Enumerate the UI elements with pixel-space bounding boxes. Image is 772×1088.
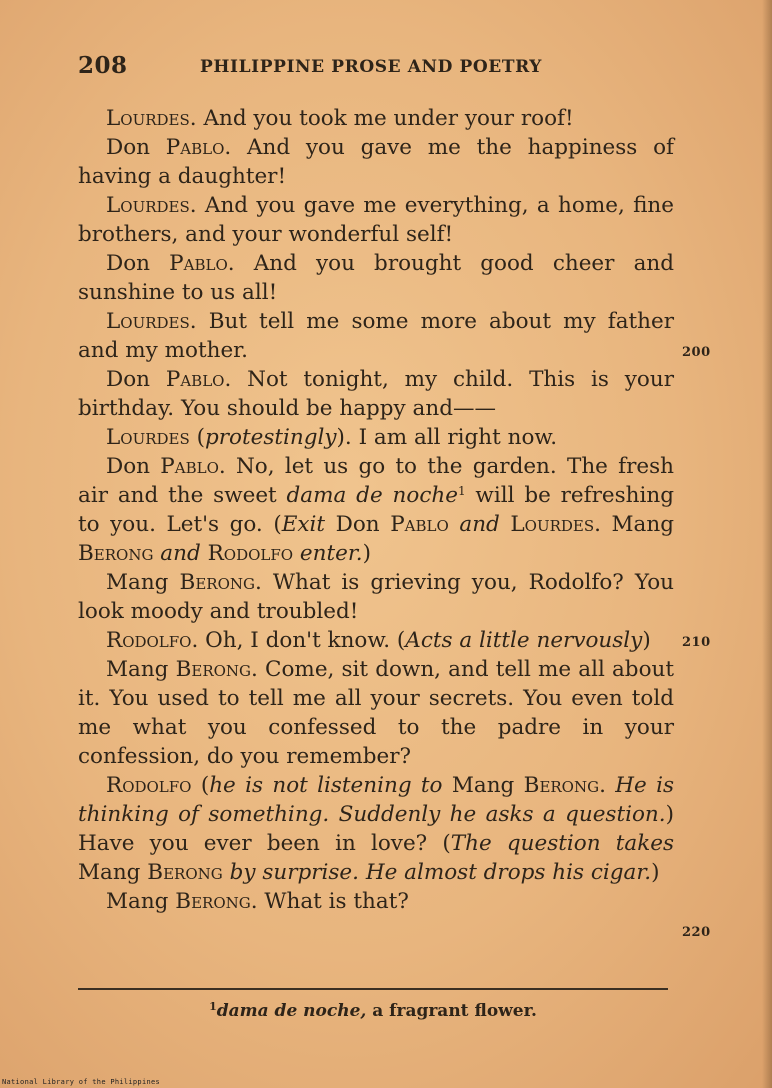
dialogue-rodolfo-1 bbox=[78, 626, 674, 655]
flower-name: dama de noche bbox=[286, 483, 458, 508]
stage-open: ( bbox=[191, 773, 210, 798]
speaker-rodolfo: Rodolfo bbox=[207, 541, 294, 566]
footnote-divider bbox=[78, 988, 668, 990]
speaker-lourdes: Lourdes. bbox=[106, 106, 197, 131]
speaker-title: Don bbox=[106, 135, 166, 160]
stage-direction: enter. bbox=[299, 541, 363, 566]
speaker-title: Don bbox=[106, 251, 170, 276]
dialogue-text: What is that? bbox=[257, 889, 409, 914]
footnote-marker: 1 bbox=[209, 1000, 217, 1013]
dialogue-lourdes-1 bbox=[78, 104, 674, 133]
speaker-pablo: Pablo bbox=[390, 512, 449, 537]
speaker-title: Mang bbox=[106, 889, 176, 914]
stage-close: ) bbox=[642, 628, 651, 653]
dialogue-pablo-1 bbox=[78, 133, 674, 191]
dialogue-berong-1 bbox=[78, 568, 674, 626]
dialogue-lourdes-4 bbox=[78, 423, 674, 452]
speaker-title: Don bbox=[106, 454, 161, 479]
dialogue-text: Not tonight, my child. This is your birthday. You should be happy and—— bbox=[78, 367, 674, 421]
dialogue-text: And you gave me everything, a home, fine brothers, and your wonderful self! bbox=[78, 193, 674, 247]
speaker-rodolfo: Rodolfo bbox=[106, 773, 192, 798]
dialogue-text: ) Have you ever been in love? ( bbox=[78, 802, 674, 856]
stage-direction: and bbox=[459, 512, 500, 537]
running-title: PHILIPPINE PROSE AND POETRY bbox=[200, 57, 543, 77]
line-number-220: 220 bbox=[682, 925, 711, 940]
dialogue-berong-3 bbox=[78, 887, 674, 916]
speaker-berong: Berong. bbox=[179, 570, 262, 595]
page-number: 208 bbox=[78, 52, 128, 79]
speaker-title: Don bbox=[335, 512, 391, 537]
speaker-title: Mang bbox=[78, 860, 148, 885]
speaker-title: Mang bbox=[106, 657, 176, 682]
dialogue-lourdes-3 bbox=[78, 307, 674, 365]
dialogue-text: And you brought good cheer and sunshine to us all! bbox=[78, 251, 674, 305]
footnote-term: dama de noche, bbox=[216, 1001, 367, 1021]
stage-direction: and bbox=[160, 541, 201, 566]
footnote-text: a fragrant flower. bbox=[366, 1001, 537, 1021]
speaker-pablo: Pablo. bbox=[165, 135, 232, 160]
library-watermark: National Library of the Philippines bbox=[2, 1078, 161, 1086]
speaker-pablo: Pablo. bbox=[165, 367, 232, 392]
dialogue-text: will be refreshing to you. Let's go. ( bbox=[78, 483, 674, 537]
speaker-title: Mang bbox=[106, 570, 180, 595]
stage-direction: by surprise. He almost drops his cigar. bbox=[229, 860, 652, 885]
dialogue-pablo-2 bbox=[78, 249, 674, 307]
footnote bbox=[78, 1001, 668, 1021]
speaker-lourdes: Lourdes bbox=[106, 425, 190, 450]
speaker-berong: Berong. bbox=[175, 889, 258, 914]
dialogue-text: What is grieving you, Rodolfo? You look moody and troubled! bbox=[78, 570, 675, 624]
speaker-title: Mang bbox=[451, 773, 524, 798]
speaker-berong: Berong bbox=[78, 541, 154, 566]
speaker-pablo: Pablo. bbox=[160, 454, 226, 479]
speaker-lourdes: Lourdes. bbox=[106, 193, 197, 218]
play-text bbox=[78, 104, 674, 916]
stage-direction: he is not listening to bbox=[209, 773, 443, 798]
stage-open: ( bbox=[189, 425, 205, 450]
dialogue-text: No, let us go to the garden. The fresh air and the sweet bbox=[78, 454, 674, 508]
dialogue-text: Come, sit down, and tell me all about it. You used to tell me all your secrets. You even told me what you confessed to the padre in your confession, do you remember? bbox=[78, 657, 674, 769]
speaker-lourdes: Lourdes. bbox=[106, 309, 197, 334]
dialogue-text: But tell me some more about my father and my mother. bbox=[78, 309, 674, 363]
dialogue-pablo-3 bbox=[78, 365, 674, 423]
dialogue-pablo-4 bbox=[78, 452, 674, 568]
page-header bbox=[78, 52, 678, 84]
speaker-rodolfo: Rodolfo. bbox=[106, 628, 199, 653]
stage-close: ) bbox=[651, 860, 660, 885]
stage-direction: The question takes bbox=[450, 831, 674, 856]
speaker-berong: Berong. bbox=[523, 773, 606, 798]
speaker-lourdes: Lourdes. bbox=[510, 512, 601, 537]
stage-direction: Acts a little nervously bbox=[405, 628, 643, 653]
dialogue-text: Oh, I don't know. ( bbox=[198, 628, 406, 653]
stage-close: ) bbox=[362, 541, 371, 566]
dialogue-berong-2 bbox=[78, 655, 674, 771]
speaker-title: Mang bbox=[611, 512, 674, 537]
speaker-pablo: Pablo. bbox=[169, 251, 235, 276]
speaker-berong: Berong. bbox=[175, 657, 258, 682]
page-edge-shadow bbox=[762, 0, 772, 1088]
line-number-200: 200 bbox=[682, 345, 711, 360]
stage-direction: Exit bbox=[281, 512, 326, 537]
stage-direction: He is thinking of something. Suddenly he asks a question. bbox=[78, 773, 674, 827]
speaker-title: Don bbox=[106, 367, 166, 392]
dialogue-text: And you gave me the happiness of having a daughter! bbox=[78, 135, 674, 189]
dialogue-text: I am all right now. bbox=[351, 425, 558, 450]
line-number-210: 210 bbox=[682, 635, 711, 650]
dialogue-text: And you took me under your roof! bbox=[196, 106, 574, 131]
dialogue-lourdes-2 bbox=[78, 191, 674, 249]
stage-close: ). bbox=[336, 425, 352, 450]
speaker-berong: Berong bbox=[147, 860, 223, 885]
footnote-reference: 1 bbox=[457, 484, 466, 498]
dialogue-rodolfo-2 bbox=[78, 771, 674, 887]
stage-direction: protestingly bbox=[205, 425, 337, 450]
